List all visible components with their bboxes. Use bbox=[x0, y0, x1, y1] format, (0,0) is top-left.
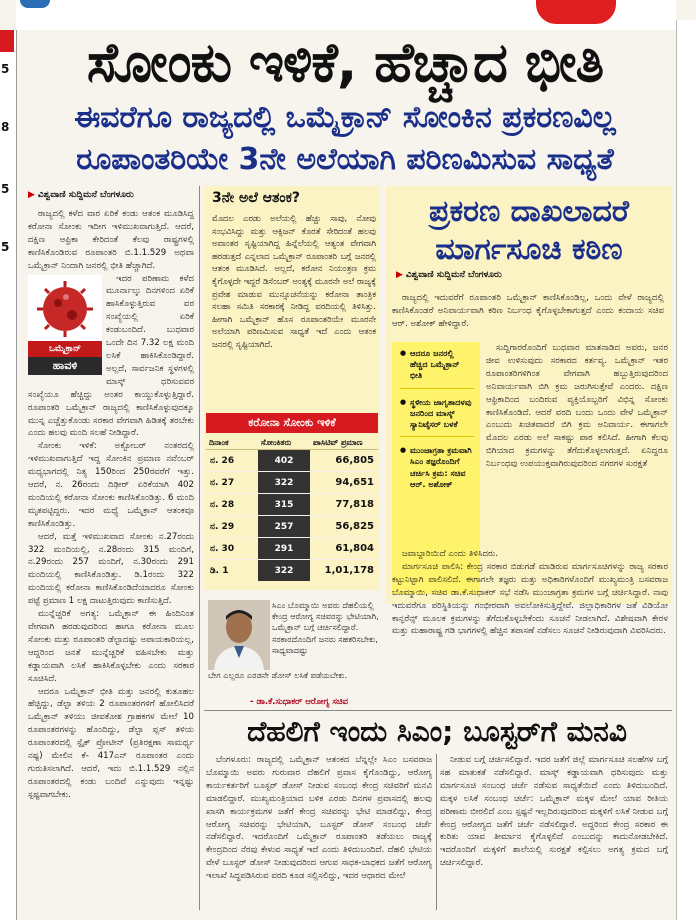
subheadline-2: ರೂಪಾಂತರಿಯೇ 3ನೇ ಅಲೆಯಾಗಿ ಪರಿಣಮಿಸುವ ಸಾಧ್ಯತೆ bbox=[76, 142, 614, 177]
cell-cases: 315 bbox=[258, 494, 310, 516]
highlight-item: ● ಸ್ಥಳೀಯ ಜಾಗೃತಾದಳವು ಜನರಿಂದ ಮಾಸ್ಕ್ ಸ್ಯಾನಿಟೈಸರ್ ಬಳಕೆ bbox=[400, 397, 474, 438]
paragraph: ಮಾರ್ಗಸೂಚಿ ಪಾಲಿಸಿ: ಕೇಂದ್ರ ಸರಕಾರ ಬಿಡುಗಡೆ ಮಾಡಿರುವ ಮಾರ್ಗಸೂಚಿಗಳನ್ನು ರಾಜ್ಯ ಸರಕಾರ ಕಟ್ಟುನಿಟ್ಟಾಗಿ ಪಾಲಿಸಲಿದೆ. ಈಗಾಗಲೇ ತಜ್ಞರು ಮತ್ತು ಅಧಿಕಾರಿಗಳೊಂದಿಗೆ ಮುಖ್ಯಮಂತ್ರಿ ಬಸವರಾಜ ಬೊಮ್ಮಾಯಿ, ಸಚಿವ ಡಾ.ಕೆ.ಸುಧಾಕರ್ ಸಭೆ ನಡೆಸಿ ಮುಂಜಾಗ್ರತಾ ಕ್ರಮಗಳ ಬಗ್ಗೆ ಚರ್ಚಿಸಿದ್ದಾರೆ. ನಾವು ಇದುವರೆಗೂ ಪರಿಸ್ಥಿತಿಯನ್ನು ಗಂಭೀರವಾಗಿ ಅವಲೋಕಿಸುತ್ತಿದ್ದೇವೆ. ಜಿಲ್ಲಾಧಿಕಾರಿಗಳ ಜತೆ ವಿಡಿಯೋ ಕಾನ್ಫರೆನ್ಸ್ ಮೂಲಕ ಕ್ರಮಗಳನ್ನು ತೆಗೆದುಕೊಳ್ಳಬೇಕೆಂದು ಸೂಚನೆ ನೀಡಲಾಗಿದೆ. ವಿಶೇಷವಾಗಿ ಕೇರಳ ಮತ್ತು ಮಹಾರಾಷ್ಟ್ರ ಗಡಿ ಭಾಗಗಳಲ್ಲಿ ಹೆಚ್ಚಿನ ತಪಾಸಣೆ ನಡೆಸಲು ಸೂಚನೆ ನೀಡಿರುವುದಾಗಿ ವಿವರಿಸಿದರು. bbox=[392, 561, 668, 637]
paragraph: ಜವಾಬ್ದಾರಿಯಿದೆ ಎಂದು ತಿಳಿಸಿದರು. bbox=[402, 549, 499, 559]
sidebar-title: 3ನೇ ಅಲೆ ಆತಂಕ? bbox=[212, 190, 301, 206]
cell-date: ನ. 26 bbox=[206, 450, 258, 472]
bottom-story-column-2 bbox=[440, 754, 668, 912]
table-header-row bbox=[206, 437, 378, 450]
guidelines-body-continued bbox=[392, 548, 668, 708]
header-positivity: ಪಾಸಿಟಿವ್ ಪ್ರಮಾಣ bbox=[310, 437, 378, 450]
cell-date: ಡಿ. 1 bbox=[206, 560, 258, 582]
cell-value: 66,805 bbox=[310, 450, 378, 472]
left-number: 8 bbox=[1, 120, 10, 134]
minister-photo bbox=[208, 600, 270, 670]
guidelines-lead bbox=[392, 292, 664, 340]
bottom-story-headline: ದೆಹಲಿಗೆ ಇಂದು ಸಿಎಂ; ಬೂಸ್ಟರ್‌ಗೆ ಮನವಿ bbox=[247, 715, 627, 748]
cell-date: ನ. 27 bbox=[206, 472, 258, 494]
cell-value: 1,01,178 bbox=[310, 560, 378, 582]
table-row bbox=[206, 450, 378, 472]
bottom-story-column-1 bbox=[206, 754, 432, 912]
cell-cases: 322 bbox=[258, 472, 310, 494]
guidelines-body bbox=[486, 342, 668, 582]
table-row bbox=[206, 494, 378, 516]
table-row bbox=[206, 538, 378, 560]
left-number: 5 bbox=[1, 182, 10, 196]
cell-value: 77,818 bbox=[310, 494, 378, 516]
byline-arrow-icon: ▶ bbox=[396, 270, 403, 280]
left-red-marker bbox=[0, 30, 14, 52]
header-cases: ಸೋಂಕಿತರು bbox=[258, 437, 310, 450]
coronavirus-icon bbox=[28, 275, 102, 347]
paragraph: ಸುದ್ದಿಗಾರರೊಂದಿಗೆ ಬುಧವಾರ ಮಾತನಾಡಿದ ಅವರು, ಜನರ ಜೀವ ಉಳಿಸುವುದು ಸರಕಾರದ ಕರ್ತವ್ಯ. ಒಮೈಕ್ರಾನ್ ಇತರ ರೂಪಾಂತರಿಗಳಿಗಿಂತ ವೇಗವಾಗಿ ಹಬ್ಬುತ್ತಿರುವುದರಿಂದ ಅನಿವಾರ್ಯವಾಗಿ ಬಿಗಿ ಕ್ರಮ ಜರುಗಿಸುತ್ತೇವೆ ಎಂದರು. ದಕ್ಷಿಣ ಆಫ್ರಿಕಾದಿಂದ ಬಂದಿರುವ ವ್ಯಕ್ತಿಯೊಬ್ಬರಿಗೆ ವಿಭಿನ್ನ ಸೋಂಕು ಕಾಣಿಸಿಕೊಂಡಿದೆ. ಆದರೆ ವರದಿ ಬಂದು ಒಂದು ವೇಳೆ ಒಮೈಕ್ರಾನ್ ಎಂಬುದು ಖಚಿತವಾದರೆ ಬಿಗಿ ಕ್ರಮ ಅನಿವಾರ್ಯ. ಈಗಾಗಲೇ ಮೊದಲ ಎರಡು ಅಲೆ ಸಾಕಷ್ಟು ಪಾಠ ಕಲಿಸಿದೆ. ಹೀಗಾಗಿ ಕೆಲವು ಬಿಗಿಯಾದ ಕ್ರಮಗಳನ್ನು ತೆಗೆದುಕೊಳ್ಳಲಾಗುತ್ತದೆ. ಏನಿದ್ದರೂ ನಿರ್ಬಂಧವು ಉಪಯುಕ್ತವಾಗಿರುವುದರಿಂದ ನಗರಗಳ ಸುರಕ್ಷತೆ bbox=[486, 343, 668, 470]
paragraph: ಸೋಂಕು ಇಳಿಕೆ: ಅಕ್ಟೋಬರ್ ನಂತರದಲ್ಲಿ ಇಳಿಮುಖವಾಗುತ್ತಿದೆ ಇದ್ದ ಸೋಂಕಿನ ಪ್ರಮಾಣ ನವೆಂಬರ್ ಮಧ್ಯಭಾಗದಲ್ಲಿ ನಿತ್ಯ 150ರಿಂದ 250ರವರೆಗೆ ಇತ್ತು. ಆದರೆ, ನ. 26ರಂದು ದಿಢೀರ್ ಏರಿಕೆಯಾಗಿ 402 ಮಂದಿಯಲ್ಲಿ ಕರೋನಾ ಸೋಂಕು ಕಾಣಿಸಿಕೊಂಡಿತ್ತು. 6 ಮಂದಿ ಮೃತಪಟ್ಟಿದ್ದರು. ಇದರ ಮಧ್ಯೆ ಒಮೈಕ್ರಾನ್ ಆತಂಕವೂ ಕಾಣಿಸಿಕೊಂಡಿತ್ತು. bbox=[28, 441, 194, 529]
cases-table bbox=[206, 437, 378, 581]
byline-right: ▶ ವಿಶ್ವವಾಣಿ ಸುದ್ದಿಮನೆ ಬೆಂಗಳೂರು bbox=[396, 270, 502, 280]
guidelines-title-line1: ಪ್ರಕರಣ ದಾಖಲಾದರೆ bbox=[429, 194, 629, 229]
quote-attribution: - ಡಾ.ಕೆ.ಸುಧಾಕರ್ ಆರೋಗ್ಯ ಸಚಿವ bbox=[250, 697, 348, 707]
main-story-column bbox=[28, 208, 194, 908]
page-headline: ಸೋಂಕು ಇಳಿಕೆ, ಹೆಚ್ಚಾದ ಭೀತಿ bbox=[86, 31, 604, 94]
column-divider bbox=[436, 754, 437, 910]
highlight-item: ● ಆದರೂ ಜನರಲ್ಲಿ ಹೆಚ್ಚಿದ ಒಮೈಕ್ರಾನ್ ಭೀತಿ bbox=[400, 348, 474, 389]
cases-table-title: ಕರೋನಾ ಸೋಂಕು ಇಳಿಕೆ bbox=[206, 413, 378, 433]
paragraph: ಬೆಂಗಳೂರು: ರಾಜ್ಯದಲ್ಲಿ ಒಮೈಕ್ರಾನ್ ಆತಂಕದ ಬೆನ್ನಲ್ಲೇ ಸಿಎಂ ಬಸವರಾಜ ಬೊಮ್ಮಾಯಿ ಅವರು ಗುರುವಾರ ದೆಹಲಿಗೆ ಪ್ರವಾಸ ಕೈಗೊಂಡಿದ್ದು, ಆರೋಗ್ಯ ಕಾರ್ಯಕರ್ತರಿಗೆ ಬೂಸ್ಟರ್ ಡೋಸ್ ನೀಡುವ ಸಂಬಂಧ ಕೇಂದ್ರ ಸಚಿವರಿಗೆ ಮನವಿ ಮಾಡಲಿದ್ದಾರೆ. ಮುಖ್ಯಮಂತ್ರಿಯಾದ ಬಳಿಕ ಎರಡು ದಿನಗಳ ಪ್ರವಾಸದಲ್ಲಿ ಹಲವು ಖಾಸಗಿ ಕಾರ್ಯಕ್ರಮಗಳ ಜತೆಗೆ ಕೇಂದ್ರ ಸಚಿವರನ್ನು ಭೇಟಿ ಮಾಡಲಿದ್ದು, ಕೇಂದ್ರ ಆರೋಗ್ಯ ಸಚಿವರನ್ನು ಭೇಟಿಯಾಗಿ, ಬೂಸ್ಟರ್ ಡೋಸ್ ಸಂಬಂಧ ಚರ್ಚೆ ನಡೆಸಲಿದ್ದಾರೆ. ಇದರೊಂದಿಗೆ ಒಮೈಕ್ರಾನ್ ರೂಪಾಂತರಿ ತಡೆಯಲು ರಾಜ್ಯಕ್ಕೆ ಕೇಂದ್ರದಿಂದ ನೆರವು ಕೇಳುವ ಸಾಧ್ಯತೆ ಇದೆ ಎಂದು ತಿಳಿದುಬಂದಿದೆ. ದೆಹಲಿ ಭೇಟಿಯ ವೇಳೆ ಬೂಸ್ಟರ್ ಡೋಸ್ ನೀಡುವುದರಿಂದ ಆಗುವ ಸಾಧಕ-ಬಾಧಕದ ಜತೆಗೆ ಆರೋಗ್ಯ ಇಲಾಖೆ ಸಿದ್ಧಪಡಿಸಿರುವ ವರದಿ ಕೂಡ ಸಲ್ಲಿಸಲಿದ್ದು, ಇದರ ಆಧಾರದ ಮೇಲೆ bbox=[206, 755, 432, 882]
left-adjacent-column bbox=[0, 30, 17, 920]
right-adjacent-column bbox=[676, 20, 696, 920]
section-divider bbox=[204, 710, 672, 711]
cell-date: ನ. 28 bbox=[206, 494, 258, 516]
paragraph: ಆದರೂ ಒಮೈಕ್ರಾನ್ ಭೀತಿ ಮತ್ತು ಜನರಲ್ಲಿ ಕುತೂಹಲ ಹೆಚ್ಚಿದ್ದು, ಡೆಲ್ಟಾ ತಳಿಯ 2 ರೂಪಾಂತರಗಳಿಗೆ ಹೋಲಿಸಿದರೆ ಒಮೈಕ್ರಾನ್ ತಳಿಯು ಜೀವಕೋಶ ಗ್ರಾಹಕಗಳ ಮೇಲೆ 10 ರೂಪಾಂತರಗಳನ್ನು ಹೊಂದಿದ್ದು, ಡೆಲ್ಟಾ ಪ್ಲಸ್ ತಳಿಯ ರೂಪಾಂತರದಲ್ಲಿ ಸ್ಪೈಕ್ ಪ್ರೋಟೀನ್ (ಪ್ರತಿರಕ್ಷಣಾ ಸಾಮರ್ಥ್ಯ ನಷ್ಟ) ಮೇಲಿನ ಕೆ- 417ಎನ್ ರೂಪಾಂತರ ಎಂದು ಗುರುತಿಸಲಾಗಿದೆ. ಆದರೆ, ಇದು ಬಿ.1.1.529 ನಲ್ಲಿನ ರೂಪಾಂತರದಲ್ಲಿ ಕಂಡು ಬಂದಿವೆ ಎನ್ನುವುದು ಇನ್ನಷ್ಟು ಸ್ಪಷ್ಟವಾಗಬೇಕು. bbox=[28, 686, 194, 800]
highlight-item: ● ಮುಂಜಾಗ್ರತಾ ಕ್ರಮವಾಗಿ ಸಿಎಂ ತಜ್ಞರೊಂದಿಗೆ ಚರ್ಚಿಸಿ ಕ್ರಮ: ಸಚಿವ ಆರ್. ಅಶೋಕ್ bbox=[400, 445, 474, 496]
paragraph: ರಾಜ್ಯದಲ್ಲಿ ಕಳೆದ ವಾರ ಏರಿಕೆ ಕಂಡು ಆತಂಕ ಮೂಡಿಸಿದ್ದ ಕರೋನಾ ಸೋಂಕು ಇದೀಗ ಇಳಿಮುಖವಾಗುತ್ತಿದೆ. ಆದರೆ, ದಕ್ಷಿಣ ಆಫ್ರಿಕಾ ಕೇರಿದಂತೆ ಕೆಲವು ರಾಷ್ಟ್ರಗಳಲ್ಲಿ ಕಾಣಿಸಿಕೊಂಡಿರುವ ರೂಪಾಂತರಿ ಬಿ.1.1.529 ಅಥವಾ ಒಮೈಕ್ರಾನ್ ನಿಂದಾಗಿ ಜನರಲ್ಲಿ ಭೀತಿ ಹೆಚ್ಚಾಗಿದೆ. bbox=[28, 209, 194, 271]
top-red-ornament bbox=[536, 0, 616, 24]
table-row bbox=[206, 472, 378, 494]
subheadline-1: ಈವರೆಗೂ ರಾಜ್ಯದಲ್ಲಿ ಒಮೈಕ್ರಾನ್ ಸೋಂಕಿನ ಪ್ರಕರಣವಿಲ್ಲ bbox=[74, 100, 616, 135]
paragraph: ಇದರ ಪರಿಣಾಮ ಕಳೆದ ಮೂರ್ನಾಲ್ಕು ದಿನಗಳಿಂದ ಏರಿಕೆ ಹಾಸಿಕೊಳ್ಳುತ್ತಿರುವ ವರ ಸಂಖ್ಯೆಯಲ್ಲಿ ಏರಿಕೆ ಕಂಡುಬಂದಿದೆ. ಬುಧವಾರ ಒಂದೇ ದಿನ 7.32 ಲಕ್ಷ ಮಂದಿ ಲಸಿಕೆ ಹಾಕಿಸಿಕೊಂಡಿದ್ದಾರೆ. ಅಲ್ಲದೆ, ಸಾರ್ವಜನಿಕ ಸ್ಥಳಗಳಲ್ಲಿ ಮಾಸ್ಕ್ ಧರಿಸುವವರ ಸಂಖ್ಯೆಯೂ ಹೆಚ್ಚಿದ್ದು ಅಂತರ ಕಾಯ್ದುಕೊಳ್ಳುತ್ತಿದ್ದಾರೆ. ರೂಪಾಂತರಿ ಒಮೈಕ್ರಾನ್ ರಾಜ್ಯದಲ್ಲಿ ಕಾಣಿಸಿಕೊಳ್ಳುವುದಕ್ಕೂ ಮುನ್ನ ಎಚ್ಚೆತ್ತುಕೊಂಡು ಸರಕಾರ ವೇಗವಾಗಿ ಹಿಡಿತಕ್ಕೆ ತರಬೇಕು ಎಂದು ಹಲವು ಮಂದಿ ಸಲಹೆ ನೀಡಿದ್ದಾರೆ. bbox=[28, 273, 194, 439]
cell-value: 61,804 bbox=[310, 538, 378, 560]
cell-cases: 402 bbox=[258, 450, 310, 472]
virus-illustration bbox=[28, 275, 102, 375]
cell-date: ನ. 29 bbox=[206, 516, 258, 538]
byline-arrow-icon: ▶ bbox=[28, 190, 35, 200]
left-number: 5 bbox=[1, 62, 10, 76]
cell-date: ನ. 30 bbox=[206, 538, 258, 560]
sidebar-text: ಮೊದಲ ಎರಡು ಅಲೆಯಲ್ಲಿ ಹೆಚ್ಚು ಸಾವು, ನೋವು ಸಂಭವಿಸಿದ್ದು ಮತ್ತು ಆಕ್ಸಿಜನ್ ಕೊರತೆ ಸೇರಿದಂತೆ ಹಲವು ಅವಾಂತರ ಸೃಷ್ಟಿಯಾಗಿದ್ದ ಹಿನ್ನೆಲೆಯಲ್ಲಿ ಆತ್ಯಂತ ವೇಗವಾಗಿ ಹರಡುತ್ತದೆ ಎನ್ನಲಾದ ಒಮೈಕ್ರಾನ್ ರೂಪಾಂತರಿ ಬಗ್ಗೆ ಜನರಲ್ಲಿ ಆತಂಕ ಮೂಡಿಸಿದೆ. ಅಲ್ಲದೆ, ಕರೋನ ನಿಯಂತ್ರಣ ಕ್ರಮ ಕೈಗೊಳ್ಳದೇ ಇದ್ದರೆ ಡಿಸೆಂಬರ್ ಅಂತ್ಯಕ್ಕೆ ಮೂರನೇ ಅಲೆ ರಾಜ್ಯಕ್ಕೆ ಪ್ರವೇಶ ಮಾಡುವ ಮುನ್ಸೂಚನೆಯನ್ನು ಕರೋನಾ ತಾಂತ್ರಿಕ ಸಲಹಾ ಸಮಿತಿ ಸರಕಾರಕ್ಕೆ ನೀಡಿದ್ದ ವರದಿಯಲ್ಲಿ ತಿಳಿಸಿತ್ತು. ಹೀಗಾಗಿ ಒಮೈಕ್ರಾನ್ ಹೊಸ ರೂಪಾಂತರಿಯೇ ಮೂರನೇ ಅಲೆಯಾಗಿ ಪರಿಣಮಿಸುವ ಸಾಧ್ಯತೆ ಇದೆ ಎಂದು ಆತಂಕ ಜನರಲ್ಲಿ ಸೃಷ್ಟಿಯಾಗಿದೆ. bbox=[212, 213, 376, 349]
person-portrait-icon bbox=[208, 600, 270, 670]
header-date: ದಿನಾಂಕ bbox=[206, 437, 258, 450]
table-row bbox=[206, 560, 378, 582]
left-number: 5 bbox=[1, 240, 10, 254]
byline-left: ▶ ವಿಶ್ವವಾಣಿ ಸುದ್ದಿಮನೆ ಬೆಂಗಳೂರು bbox=[28, 190, 134, 200]
cell-value: 94,651 bbox=[310, 472, 378, 494]
top-left-ornament bbox=[20, 0, 50, 8]
paragraph: ಮುನ್ನೆಚ್ಚರಿಕೆ ಅಗತ್ಯ: ಒಮೈಕ್ರಾನ್ ಈ ಹಿಂದಿನಿಂತ ವೇಗವಾಗಿ ಹರಡುವುದರಿಂದ ಹಾಗೂ ಕರೋನಾ ಮೂಲ ಸೋಂಕು ಮತ್ತು ರೂಪಾಂತರಿ ಡೆಲ್ಟಾದಷ್ಟು ಅಪಾಯಕಾರಿಯಲ್ಲ, ಆದ್ದರಿಂದ ಜನತೆ ಮುನ್ನೆಚ್ಚರಿಕೆ ವಹಿಸಬೇಕು ಮತ್ತು ಕಡ್ಡಾಯವಾಗಿ ಲಸಿಕೆ ಹಾಕಿಸಿಕೊಳ್ಳಬೇಕು ಎಂದು ಸರಕಾರ ಸೂಚಿಸಿದೆ. bbox=[28, 609, 194, 684]
cell-cases: 291 bbox=[258, 538, 310, 560]
minister-quote-tail: ಬೇಗ ಎಲ್ಲರೂ ಎರಡನೇ ಡೋಸ್ ಲಸಿಕೆ ಪಡೆಯಬೇಕು. bbox=[208, 670, 348, 680]
paragraph: ರಾಜ್ಯದಲ್ಲಿ ಇದುವರೆಗೆ ರೂಪಾಂತರಿ ಒಮೈಕ್ರಾನ್ ಕಾಣಿಸಿಕೊಂಡಿಲ್ಲ, ಒಂದು ವೇಳೆ ರಾಜ್ಯದಲ್ಲಿ ಕಾಣಿಸಿಕೊಂಡರೆ ಅನಿವಾರ್ಯವಾಗಿ ಕಠಿಣ ನಿರ್ಬಂಧ ಕೈಗೊಳ್ಳಬೇಕಾಗುತ್ತದೆ ಎಂದು ಕಂದಾಯ ಸಚಿವ ಆರ್. ಅಶೋಕ್ ಹೇಳಿದ್ದಾರೆ. bbox=[392, 293, 664, 329]
havali-badge: ಹಾವಳಿ bbox=[28, 357, 102, 375]
cell-cases: 257 bbox=[258, 516, 310, 538]
cell-value: 56,825 bbox=[310, 516, 378, 538]
paragraph: ನೀಡುವ ಬಗ್ಗೆ ಚರ್ಚಿಸಲಿದ್ದಾರೆ. ಇದರ ಜತೆಗೆ ಜಿಲ್ಲೆ ಮಾರ್ಗಸೂಚಿ ಸಲಹೆಗಳ ಬಗ್ಗೆ ಸಹ ಮಾತುಕತೆ ನಡೆಸಲಿದ್ದಾರೆ. ಮಾಸ್ಕ್ ಕಡ್ಡಾಯವಾಗಿ ಧರಿಸುವುದು ಮತ್ತು ಮಾರ್ಗಸೂಚಿ ಸಂಬಂಧ ಚರ್ಚೆ ನಡೆಸುವ ಸಾಧ್ಯತೆಯಿದೆ ಎಂದು ತಿಳಿದುಬಂದಿದೆ. ಮಕ್ಕಳ ಲಸಿಕೆ ಸಂಬಂಧ ಚರ್ಚೆ: ಒಮೈಕ್ರಾನ್ ಮಕ್ಕಳ ಮೇಲೆ ಯಾವ ರೀತಿಯ ಪರಿಣಾಮ ಬೀರಲಿದೆ ಎಂಬ ಸ್ಪಷ್ಟನೆ ಇಲ್ಲದಿರುವುದರಿಂದ ಮಕ್ಕಳಿಗೆ ಲಸಿಕೆ ನೀಡುವ ಬಗ್ಗೆ ಕೇಂದ್ರ ಆರೋಗ್ಯದ ಜತೆಗೆ ಚರ್ಚೆ ನಡೆಸಲಿದ್ದಾರೆ. ಅದ್ದರಿಂದ ಕೇಂದ್ರ ಸರಕಾರ ಈ ಕುರಿತು ಯಾವ ತೀರ್ಮಾನ ಕೈಗೊಳ್ಳಲಿದೆ ಎಂಬುದನ್ನು ಕಾದುನೋಡಬೇಕಿದೆ. ಇದರೊಂದಿಗೆ ಮಕ್ಕಳಿಗೆ ಶಾಲೆಯಲ್ಲಿ ಸುರಕ್ಷತೆ ಕಲ್ಪಿಸಲು ಅಗತ್ಯ ಕ್ರಮದ ಬಗ್ಗೆ ಚರ್ಚಿಸಲಿದ್ದಾರೆ. bbox=[440, 755, 668, 869]
table-row bbox=[206, 516, 378, 538]
cell-cases: 322 bbox=[258, 560, 310, 582]
paragraph: ಆದರೆ, ಮತ್ತೆ ಇಳಿಮುಖವಾದ ಸೋಂಕು ನ.27ರಂದು 322 ಮಂದಿಯಲ್ಲಿ, ನ.28ರಂದು 315 ಮಂದಿಗೆ, ನ.29ರಂದು 257 ಮಂದಿಗೆ, ನ.30ರಂದು 291 ಮಂದಿಯಲ್ಲಿ ಕಾಣಿಸಿಕೊಂಡಿತ್ತು. ಡಿ.1ರಂದು 322 ಮಂದಿಯಲ್ಲಿ ಕರೋನಾ ಕಾಣಿಸಿಕೊಂಡಿದೆಯಾದರೂ ಸೋಂಕು ಪಟ್ಟೆ ಪ್ರಮಾಣ 1 ಲಕ್ಷ ದಾಟುತ್ತಿರುವುದು ಕಾಣಿಸುತ್ತಿದೆ. bbox=[28, 531, 194, 607]
column-divider bbox=[199, 186, 200, 910]
omicron-badge: ಒಮೈಕ್ರಾನ್ bbox=[28, 341, 102, 357]
guidelines-title-line2: ಮಾರ್ಗಸೂಚಿ ಕಠಿಣ bbox=[435, 232, 623, 267]
minister-quote: ಸಿಎಂ ಬೊಮ್ಮಾಯಿ ಅವರು ದೆಹಲಿಯಲ್ಲಿ ಕೇಂದ್ರ ಆರೋಗ್ಯ ಸಚಿವರನ್ನು ಭೇಟಿಯಾಗಿ, ಒಮೈಕ್ರಾನ್ ಬಗ್ಗೆ ಚರ್ಚಿಸಲಿದ್ದಾರೆ. ಸರಕಾರದೊಂದಿಗೆ ಜನರು ಸಹಕರಿಸಬೇಕು, ಸಾಧ್ಯವಾದಷ್ಟು bbox=[272, 600, 379, 655]
